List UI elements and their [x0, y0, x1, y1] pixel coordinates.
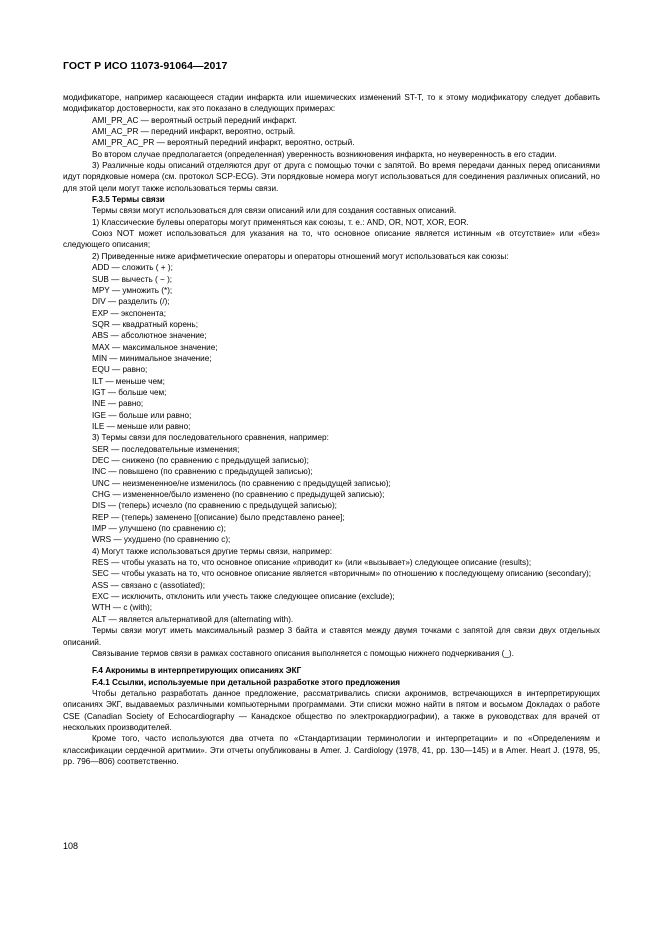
body-paragraph: 4) Могут также использоваться другие термы связи, например: [92, 546, 332, 556]
term-line: ASS — связано с (assotiated); [92, 580, 205, 590]
body-paragraph: Связывание термов связи в рамках составного описания выполняется с помощью нижнего подчеркивания (_). [92, 648, 514, 658]
term-line: WTH — с (with); [92, 603, 153, 613]
term-line: EXP — экспонента; [92, 308, 166, 318]
section-heading: F.4 Акронимы в интерпретирующих описаниях ЭКГ [92, 666, 302, 676]
term-line: IGT — больше чем; [92, 387, 167, 397]
body-paragraph: Кроме того, часто используются два отчета по «Стандартизации терминологии и интерпретации» и по «Определениям и классификации сердечной аритмии». Эти отчеты опубликованы в Amer. J. Cardiology (1978, 41, pp. 130—145) и в Amer. Heart J. (1978, 95, pp. 796—806) соответственно. [63, 734, 600, 766]
term-line: ALT — является альтернативой для (alternating with). [92, 614, 294, 624]
term-line: INC — повышено (по сравнению с предыдущей записью); [92, 467, 313, 477]
body-paragraph: 3) Различные коды описаний отделяются друг от друга с помощью точки с запятой. Во время передачи данных перед описаниями идут порядковые номера (см. протокол SCP-ECG). Эти порядковые номера могут использоваться для соединения различных описаний, но для этой цели могут также использоваться термы связи. [63, 161, 600, 193]
term-line: DIS — (теперь) исчезло (по сравнению с предыдущей записью); [92, 501, 337, 511]
page-number: 108 [63, 841, 79, 851]
example-line: AMI_PR_AC_PR — вероятный передний инфаркт, вероятно, острый. [92, 138, 355, 148]
term-line: IGE — больше или равно; [92, 410, 192, 420]
term-line: SUB — вычесть ( − ); [92, 274, 173, 284]
term-line: CHG — измененное/было изменено (по сравнению с предыдущей записью); [92, 490, 385, 500]
term-line: UNC — неизмененное/не изменилось (по сравнению с предыдущей записью); [92, 478, 391, 488]
term-line: ILE — меньше или равно; [92, 421, 191, 431]
term-line: IMP — улучшено (по сравнению с); [92, 524, 226, 534]
document-body [63, 92, 600, 767]
body-paragraph: 3) Термы связи для последовательного сравнения, например: [92, 433, 329, 443]
body-paragraph: Термы связи могут иметь максимальный размер 3 байта и ставятся между двумя точками с запятой для связи двух отдельных описаний. [63, 626, 600, 647]
term-line: SER — последовательные изменения; [92, 444, 240, 454]
body-paragraph: Союз NOT может использоваться для указания на то, что основное описание является истинным «в отсутствие» или «без» следующего описания; [63, 229, 600, 250]
example-line: AMI_AC_PR — передний инфаркт, вероятно, острый. [92, 127, 296, 137]
body-paragraph: модификаторе, например касающееся стадии инфаркта или ишемических изменений ST-T, то к этому модификатору следует добавить модификатор достоверности, как это показано в следующих примерах: [63, 93, 600, 114]
term-line: MPY — умножить (*); [92, 285, 173, 295]
term-line: ILT — меньше чем; [92, 376, 165, 386]
term-line: EXC — исключить, отклонить или учесть также следующее описание (exclude); [92, 592, 395, 602]
document-header: ГОСТ Р ИСО 11073-91064—2017 [63, 60, 228, 72]
body-paragraph: Чтобы детально разработать данное предложение, рассматривались списки акронимов, встречающихся в интерпретирующих описаниях ЭКГ, выдаваемых различными компьютерными программами. Эти списки можно найти в пятом и восьмом Докладах о работе CSE (Canadian Society of Echocardiography — Канадское общество по электрокардиографии), а также в руководствах для врачей от нескольких производителей. [63, 688, 600, 732]
body-paragraph: Термы связи могут использоваться для связи описаний или для создания составных описаний. [92, 206, 457, 216]
example-line: AMI_PR_AC — вероятный острый передний инфаркт. [92, 115, 297, 125]
body-paragraph: Во втором случае предполагается (определенная) уверенность возникновения инфаркта, но неуверенность в его стадии. [92, 149, 557, 159]
term-line: RES — чтобы указать на то, что основное описание «приводит к» (или «вызывает») следующее описание (results); [92, 558, 532, 568]
body-paragraph: 2) Приведенные ниже арифметические операторы и операторы отношений могут использоваться как союзы: [92, 251, 509, 261]
subsection-heading: F.4.1 Ссылки, используемые при детальной разработке этого предложения [92, 677, 401, 687]
term-line: MIN — минимальное значение; [92, 353, 212, 363]
term-line: INE — равно; [92, 399, 144, 409]
term-line: SQR — квадратный корень; [92, 319, 198, 329]
term-line: ADD — сложить ( + ); [92, 263, 173, 273]
term-line: DEC — снижено (по сравнению с предыдущей записью); [92, 456, 309, 465]
term-line: MAX — максимальное значение; [92, 342, 218, 352]
term-line: SEC — чтобы указать на то, что основное описание является «вторичным» по отношению к последующему описанию (secondary); [92, 569, 592, 579]
term-line: ABS — абсолютное значение; [92, 331, 207, 341]
term-line: EQU — равно; [92, 365, 148, 375]
term-line: REP — (теперь) заменено [(описание) было представлено ранее]; [92, 512, 345, 522]
section-heading: F.3.5 Термы связи [92, 195, 165, 205]
term-line: WRS — ухудшено (по сравнению с); [92, 535, 231, 545]
body-paragraph: 1) Классические булевы операторы могут применяться как союзы, т. е.: AND, OR, NOT, XOR, EOR. [92, 217, 469, 227]
term-line: DIV — разделить (/); [92, 297, 170, 307]
